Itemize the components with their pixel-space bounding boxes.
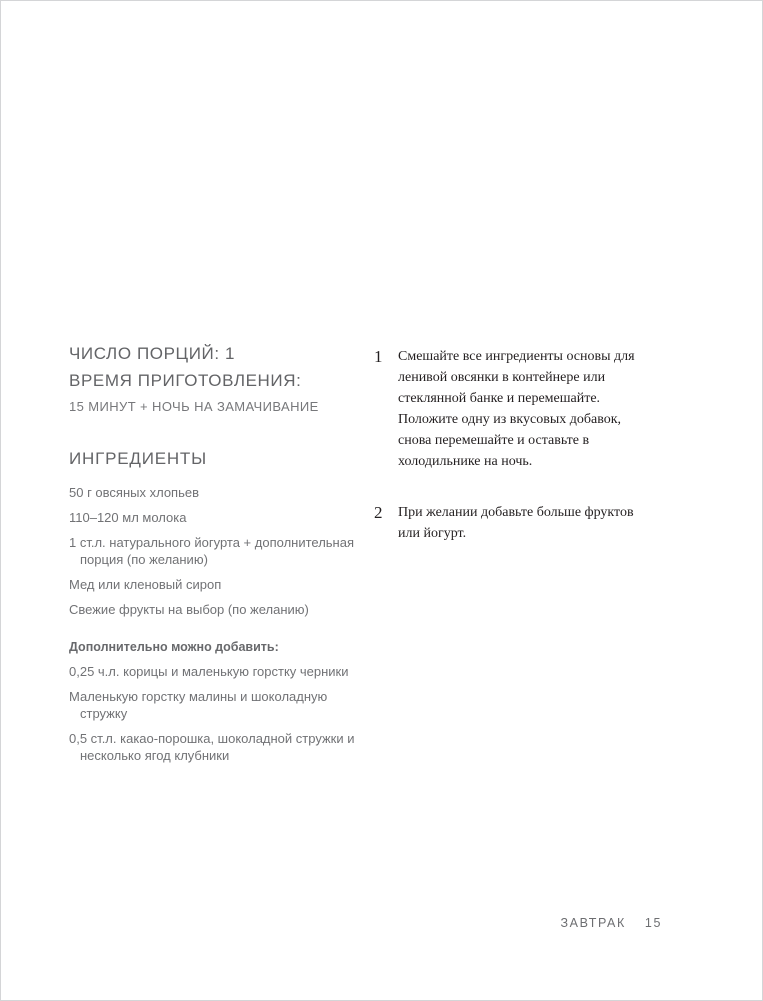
extra-item: 0,5 ст.л. какао-порошка, шоколадной стружки и несколько ягод клубники	[69, 731, 355, 763]
footer-page-number: 15	[644, 916, 662, 930]
footer-section-label: ЗАВТРАК	[560, 916, 626, 930]
recipe-info-column	[69, 340, 367, 772]
ingredients-title: ИНГРЕДИЕНТЫ	[69, 449, 207, 468]
servings-heading: ЧИСЛО ПОРЦИЙ: 1	[69, 344, 236, 363]
ingredient-item: Мед или кленовый сироп	[69, 577, 222, 592]
time-heading: ВРЕМЯ ПРИГОТОВЛЕНИЯ:	[69, 371, 302, 390]
extra-item: Маленькую горстку малины и шоколадную стружку	[69, 689, 328, 721]
step	[374, 346, 642, 472]
step-number: 1	[374, 347, 383, 366]
step-text: Смешайте все ингредиенты основы для ленивой овсянки в контейнере или стеклянной банке и перемешайте. Положите одну из вкусовых добавок, снова перемешайте и оставьте в холодильнике на ночь.	[398, 349, 635, 469]
extra-item: 0,25 ч.л. корицы и маленькую горстку черники	[69, 664, 349, 679]
ingredient-item: 50 г овсяных хлопьев	[69, 485, 199, 500]
ingredient-item: Свежие фрукты на выбор (по желанию)	[69, 602, 309, 617]
instructions-column	[374, 346, 642, 574]
step-text: При желании добавьте больше фруктов или йогурт.	[398, 505, 634, 541]
step-number: 2	[374, 503, 383, 522]
extras-list	[69, 663, 367, 764]
page-footer	[561, 916, 662, 930]
ingredient-item: 1 ст.л. натурального йогурта + дополнительная порция (по желанию)	[69, 535, 355, 567]
ingredients-list	[69, 484, 367, 618]
step	[374, 502, 642, 544]
extras-title: Дополнительно можно добавить:	[69, 640, 279, 654]
ingredient-item: 110–120 мл молока	[69, 510, 187, 525]
time-value: 15 МИНУТ + НОЧЬ НА ЗАМАЧИВАНИЕ	[69, 399, 319, 414]
